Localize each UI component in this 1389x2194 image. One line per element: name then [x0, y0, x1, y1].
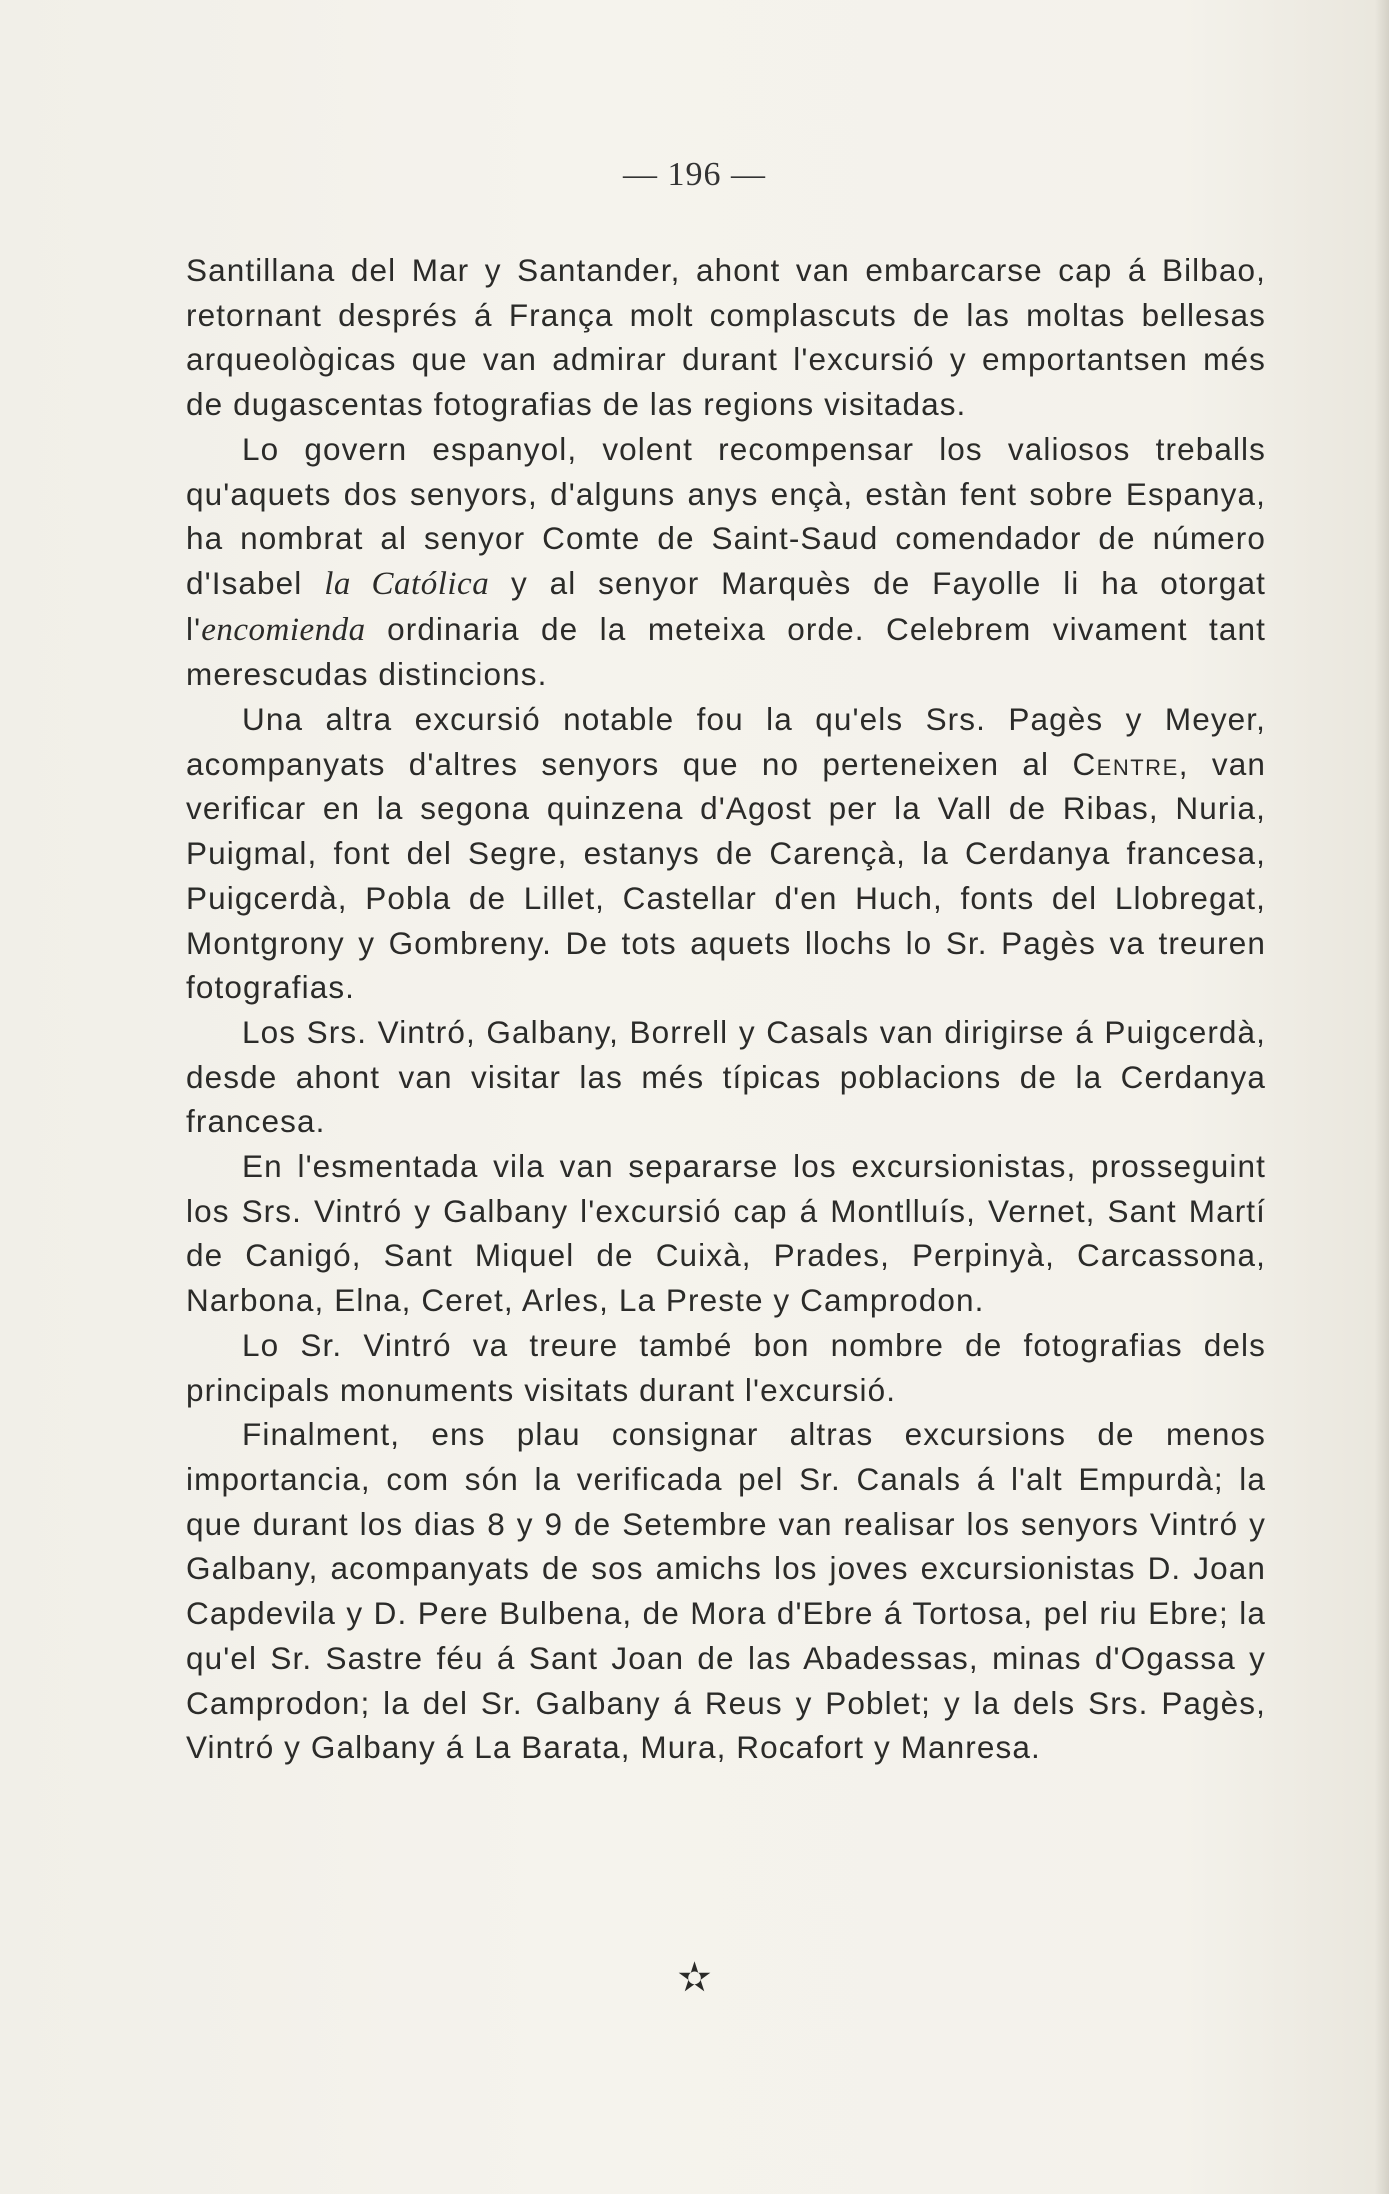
- page-number: — 196 —: [623, 156, 766, 193]
- text-run: y al senyor Marquès de Fayolle li ha otorgat l': [186, 564, 1266, 647]
- paragraph: [186, 1412, 1266, 1770]
- text-run: En l'esmentada vila van separarse los excursionistas, prosseguint los Srs. Vintró y Galbany l'excursió cap á Montlluís, Vernet, Sant Martí de Canigó, Sant Miquel de Cuixà, Prades, Perpinyà, Carcassona, Narbona, Elna, Ceret, Arles, La Preste y Camprodon.: [186, 1148, 1266, 1319]
- star-ornament-icon: ✫: [677, 1955, 712, 2001]
- text-run: Lo Sr. Vintró va treure també bon nombre de fotografias dels principals monuments visitats durant l'excursió.: [186, 1326, 1266, 1408]
- body-text: [186, 248, 1266, 1770]
- text-run: Una altra excursió notable fou la qu'els Srs. Pagès y Meyer, acompanyats d'altres senyors que no perteneixen al: [186, 701, 1266, 782]
- paragraph: [186, 1144, 1266, 1323]
- italic-phrase: la Católica: [324, 565, 490, 602]
- paragraph: [186, 697, 1266, 1010]
- small-caps-phrase: Centre: [1072, 745, 1179, 782]
- text-run: , van verificar en la segona quinzena d'Agost per la Vall de Ribas, Nuria, Puigmal, font del Segre, estanys de Carençà, la Cerdanya francesa, Puigcerdà, Pobla de Lillet, Castellar d'en Huch, fonts del Llobregat, Montgrony y Gombreny. De tots aquets llochs lo Sr. Pagès va treuren fotografias.: [186, 745, 1266, 1006]
- text-run: Santillana del Mar y Santander, ahont van embarcarse cap á Bilbao, retornant després á França molt complascuts de las moltas bellesas arqueològicas que van admirar durant l'excursió y emportantsen més de dugascentas fotografias de las regions visitadas.: [186, 252, 1266, 423]
- italic-phrase: encomienda: [201, 611, 366, 648]
- paragraph: [186, 1323, 1266, 1412]
- paragraph: [186, 427, 1266, 697]
- text-run: Lo govern espanyol, volent recompensar los valiosos treballs qu'aquets dos senyors, d'alguns anys ençà, estàn fent sobre Espanya, ha nombrat al senyor Comte de Saint-Saud comendador de número d'Isabel: [186, 430, 1266, 601]
- text-run: Los Srs. Vintró, Galbany, Borrell y Casals van dirigirse á Puigcerdà, desde ahont van visitar las més típicas poblacions de la Cerdanya francesa.: [186, 1013, 1266, 1140]
- paragraph: [186, 1010, 1266, 1144]
- page-edge-shadow: [1375, 0, 1389, 2194]
- paragraph: [186, 248, 1266, 427]
- text-run: ordinaria de la meteixa orde. Celebrem vivament tant merescudas distincions.: [186, 610, 1266, 693]
- text-run: Finalment, ens plau consignar altras excursions de menos importancia, com són la verificada pel Sr. Canals á l'alt Empurdà; la que durant los dias 8 y 9 de Setembre van realisar los senyors Vintró y Galbany, acompanyats de sos amichs los joves excursionistas D. Joan Capdevila y D. Pere Bulbena, de Mora d'Ebre á Tortosa, pel riu Ebre; la qu'el Sr. Sastre féu á Sant Joan de las Abadessas, minas d'Ogassa y Camprodon; la del Sr. Galbany á Reus y Poblet; y la dels Srs. Pagès, Vintró y Galbany á La Barata, Mura, Rocafort y Manresa.: [186, 1416, 1266, 1766]
